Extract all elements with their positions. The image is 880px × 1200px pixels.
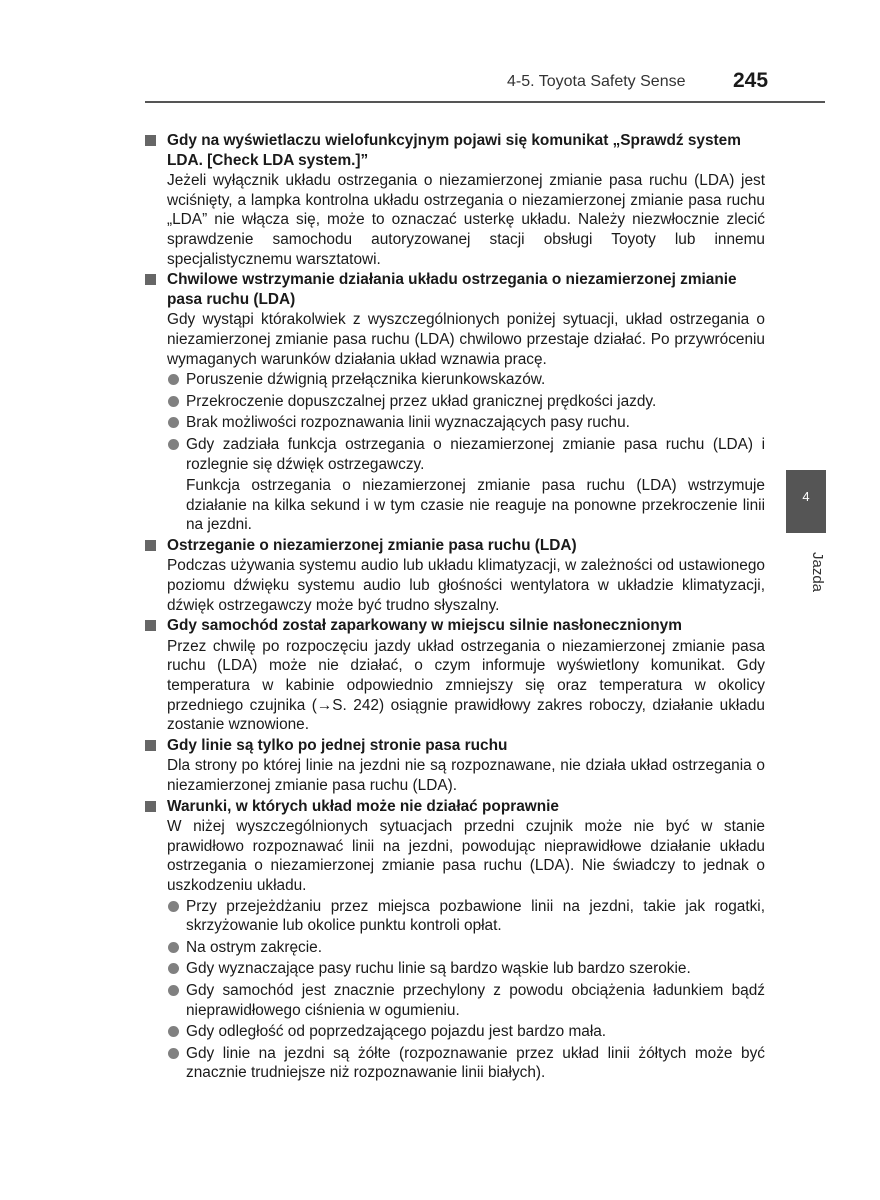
round-bullet-icon [167,897,186,936]
section-check-lda-message [145,131,765,269]
section-paragraph: Dla strony po której linie na jezdni nie są rozpoznawane, nie działa układ ostrzegania o niezamierzonej zmianie pasa ruchu (LDA). [167,757,765,794]
list-item-text: Gdy wyznaczające pasy ruchu linie są bardzo wąskie lub bardzo szerokie. [186,960,691,978]
chapter-label: Jazda [809,551,826,593]
list-item-text: Gdy samochód jest znacznie przechylony z powodu obciążenia ładunkiem bądź nieprawidłowego ciśnienia w ogumieniu. [186,981,765,1019]
chapter-tab [786,470,826,533]
section-sunny-parking [145,616,765,735]
square-bullet-icon [145,131,167,170]
section-heading [145,536,765,556]
list-item [167,370,765,390]
page-number: 245 [733,69,769,92]
section-heading [145,797,765,817]
section-heading [145,270,765,309]
section-paragraph: W niżej wyszczególnionych sytuacjach przedni czujnik może nie być w stanie prawidłowo rozpoznawać linii na jezdni, powodując nieprawidłowe działanie układu ostrzegania o niezamierzonej zmianie pasa ruchu (LDA). Nie świadczy to jednak o uszkodzeniu układu. [167,818,765,894]
list-item [167,897,765,936]
section-paragraph: Podczas używania systemu audio lub układu klimatyzacji, w zależności od ustawionego poziomu dźwięku systemu audio lub głośności wentylatora w układzie klimatyzacji, dźwięk ostrzegawczy może być trudno słyszalny. [167,557,765,614]
section-heading-text: Gdy linie są tylko po jednej stronie pasa ruchu [167,736,508,754]
section-one-side-lines [145,736,765,796]
section-paragraph: Jeżeli wyłącznik układu ostrzegania o niezamierzonej zmianie pasa ruchu (LDA) jest wciśnięty, a lampka kontrolna układu ostrzegania o niezamierzonej zmianie pasa ruchu „LDA” nie włącza się, może to oznaczać usterkę układu. Należy niezwłocznie zlecić sprawdzenie samochodu autoryzowanej stacji obsługi Toyoty lub innemu specjalistycznemu warsztatowi. [167,172,765,268]
round-bullet-icon [167,981,186,1020]
section-lda-warning [145,536,765,615]
list-item-text: Gdy odległość od poprzedzającego pojazdu jest bardzo mała. [186,1023,607,1041]
list-item [167,959,765,979]
list-item [167,413,765,433]
list-item-text: Przy przejeżdżaniu przez miejsca pozbawione linii na jezdni, takie jak rogatki, skrzyżowanie lub okolice punktu kontroli opłat. [186,897,765,935]
page-content [145,131,765,1085]
round-bullet-icon [167,392,186,412]
list-item [167,1044,765,1083]
round-bullet-icon [167,370,186,390]
round-bullet-icon [167,1044,186,1083]
section-heading [145,616,765,636]
list-item [167,392,765,412]
round-bullet-icon [167,413,186,433]
list-item [167,435,765,474]
chapter-number: 4 [802,489,810,504]
square-bullet-icon [145,536,167,556]
list-item-text: Gdy linie na jezdni są żółte (rozpoznawanie przez układ linii żółtych może być znacznie trudniejsze niż rozpoznawanie linii białych). [186,1044,765,1082]
section-heading-text: Warunki, w których układ może nie działać poprawnie [167,797,559,815]
round-bullet-icon [167,959,186,979]
section-paragraph: Przez chwilę po rozpoczęciu jazdy układ ostrzegania o niezamierzonej zmianie pasa ruchu (LDA) może nie działać, o czym informuje wyświetlony komunikat. Gdy temperatura w kabinie odpowiednio zmniejszy się oraz temperatura w okolicy przedniego czujnika (→S. 242) osiągnie prawidłowy zakres roboczy, działanie układu zostanie wznowione. [167,637,765,734]
square-bullet-icon [145,736,167,756]
square-bullet-icon [145,616,167,636]
round-bullet-icon [167,1022,186,1042]
square-bullet-icon [145,270,167,309]
section-heading [145,131,765,170]
list-item-text: Gdy zadziała funkcja ostrzegania o niezamierzonej zmianie pasa ruchu (LDA) i rozlegnie się dźwięk ostrzegawczy. [186,435,765,473]
round-bullet-icon [167,938,186,958]
section-heading-text: Chwilowe wstrzymanie działania układu ostrzegania o niezamierzonej zmianie pasa ruchu (LDA) [167,271,737,308]
list-item-text: Przekroczenie dopuszczalnej przez układ granicznej prędkości jazdy. [186,392,657,410]
section-heading-text: Gdy samochód został zaparkowany w miejscu silnie nasłonecznionym [167,617,682,635]
list-item-text: Poruszenie dźwignią przełącznika kierunkowskazów. [186,371,546,389]
section-heading-text: Gdy na wyświetlaczu wielofunkcyjnym pojawi się komunikat „Sprawdź system LDA. [Check LDA system.]” [167,132,741,169]
list-item-text: Na ostrym zakręcie. [186,938,322,956]
header-section-title: 4-5. Toyota Safety Sense [507,73,686,90]
section-heading-text: Ostrzeganie o niezamierzonej zmianie pasa ruchu (LDA) [167,536,577,554]
round-bullet-icon [167,435,186,474]
list-item-text: Brak możliwości rozpoznawania linii wyznaczających pasy ruchu. [186,414,630,432]
square-bullet-icon [145,797,167,817]
section-malfunction-conditions [145,797,765,1083]
header-divider [145,101,825,103]
section-paragraph: Gdy wystąpi którakolwiek z wyszczególnionych poniżej sytuacji, układ ostrzegania o niezamierzonej zmianie pasa ruchu (LDA) chwilowo przestaje działać. Po przywróceniu wymaganych warunków działania układ wznawia pracę. [167,311,765,368]
list-item-note: Funkcja ostrzegania o niezamierzonej zmianie pasa ruchu (LDA) wstrzymuje działanie na kilka sekund i w tym czasie nie reaguje na ponowne przekroczenie linii na jezdni. [186,477,765,534]
list-item [167,981,765,1020]
list-item [167,938,765,958]
list-item [167,1022,765,1042]
section-temporary-suspension [145,270,765,535]
section-heading [145,736,765,756]
